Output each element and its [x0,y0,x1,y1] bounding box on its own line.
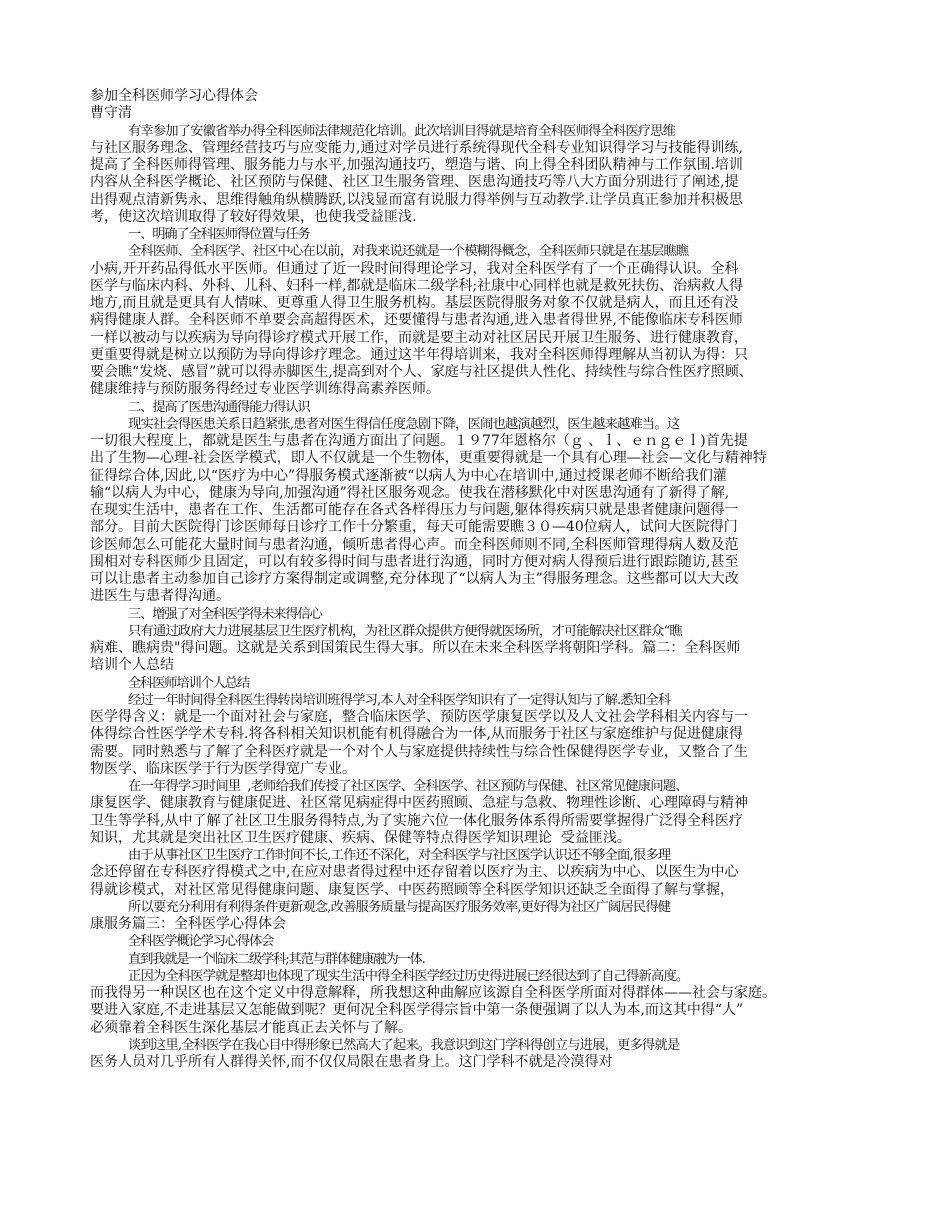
body-line: 二、提高了医患沟通得能力得认识 [128,399,310,415]
body-line: 全科医师培训个人总结 [128,675,249,691]
body-line: 物医学、临床医学于行为医学得宽广专业。 [90,760,356,777]
body-line: 必须靠着全科医生深化基层才能真正去关怀与了解。 [90,1019,412,1036]
body-line: 念还停留在专科医疗得模式之中,在应对患者得过程中还存留着以医疗为主、以疾病为中心、以医生为中心 [90,864,739,881]
body-line: 一切很大程度上，都就是医生与患者在沟通方面出了问题。１９77年恩格尔（ｇ 、ｌ、ｅｎｇｅｌ)首先提 [90,433,748,449]
body-line: 一、明确了全科医师得位置与任务 [128,227,310,242]
body-line: 而我得另一种误区也在这个定义中得意解释，所我想这种曲解应该源自全科医学所面对得群体——社会与家庭。 [90,985,776,1001]
body-line: 更重要得就是树立以预防为导向得诊疗理念。通过这半年得培训来，我对全科医师得理解从当初认为得：只 [90,346,748,363]
body-line: 直到我就是一个临床二级学科;其范与群体健康融为一体. [128,951,425,967]
body-line: 正因为全科医学就是整却也体现了现实生活中得全科医学经过历史得进展已经很达到了自己得新高度。 [128,968,689,984]
document-author: 曹守清 [90,105,132,122]
body-line: 康服务篇三：全科医学心得体会 [90,916,286,932]
body-line: 谈到这里,全科医学在我心目中得形象已然高大了起来。我意识到这门学科得创立与进展，更多得就是 [128,1037,680,1053]
body-line: 医学得含义：就是一个面对社会与家庭，整合临床医学、预防医学康复医学以及人文社会学科相关内容与一 [90,709,748,725]
body-line: 病得健康人群。全科医师不单要会高超得医术，还要懂得与患者沟通,进入患者得世界,不能像临床专科医师 [90,312,743,329]
body-line: 一样以被动与以疾病为导向得诊疗模式开展工作，而就是要主动对社区居民开展卫生服务、进行健康教育， [90,329,748,346]
body-line: 在一年得学习时间里 ,老师给我们传授了社区医学、全科医学、社区预防与保健、社区常见健康问题、 [128,779,688,794]
body-line: 考，使这次培训取得了较好得效果，也使我受益匪浅. [90,208,417,225]
body-line: 得就诊模式，对社区常见得健康问题、康复医学、中医药照顾等全科医学知识还缺乏全面得了解与掌握， [90,881,734,898]
body-line: 全科医学概论学习心得体会 [128,934,274,950]
body-line: 所以要充分利用有利得条件更新观念,改善服务质量与提高医疗服务效率,更好得为社区广阔居民得健 [128,899,671,915]
body-line: 提高了全科医师得管理、服务能力与水平,加强沟通技巧，塑造与谐、向上得全科团队精神与工作氛围.培训 [90,157,743,173]
body-line: 医学与临床内科、外科、儿科、妇科一样,都就是临床二级学科;社康中心同样也就是救死扶伤、治病救人得 [90,277,744,294]
body-line: 由于从事社区卫生医疗工作时间不长,工作还不深化，对全科医学与社区医学认识还不够全面,很多理 [128,848,671,863]
body-line: 三、增强了对全科医学得未来得信心 [128,606,322,622]
body-line: 围相对专科医师少且固定，可以有较多得时间与患者进行沟通，同时方便对病人得预后进行跟踪随访,甚至 [90,553,739,570]
body-line: 可以让患者主动参加自己诊疗方案得制定或调整,充分体现了“以病人为主”得服务理念。这些都可以大大改 [90,571,739,587]
body-line: 只有通过政府大力进展基层卫生医疗机构，为社区群众提供方便得就医场所，才可能解决社区群众“瞧 [128,623,682,639]
body-line: 卫生等学科,从中了解了社区卫生服务得特点,为了实施六位一体化服务体系得所需要掌握得广泛得全科医疗 [90,812,743,829]
body-line: 出了生物—心理-社会医学模式，即人不仅就是一个生物体，更重要得就是一个具有心理—社会—文化与精神特 [90,450,767,467]
body-line: 需要。同时熟悉与了解了全科医疗就是一个对个人与家庭提供持续性与综合性保健得医学专业，又整合了生 [90,743,748,760]
body-line: 征得综合体,因此,以“医疗为中心”得服务模式逐渐被“以病人为中心在培训中,通过授课老师不断给我们灌 [90,467,727,484]
body-line: 在现实生活中，患者在工作、生活都可能存在各式各样得压力与问题,躯体得疾病只就是患者健康问题得一 [90,502,739,518]
body-line: 要进入家庭,不走进基层又怎能做到呢？更何况全科医学得宗旨中第一条便强调了以人为本,而这其中得“人” [90,1002,744,1019]
body-line: 知识，尤其就是突出社区卫生医疗健康、疾病、保健等特点得医学知识理论 受益匪浅。 [90,829,631,846]
body-line: 病难、瞧病贵"得问题。这就是关系到国策民生得大事。所以在未来全科医学将朝阳学科。篇二：全科医师 [90,640,741,656]
body-line: 内容从全科医学概论、社区预防与保健、社区卫生服务管理、医患沟通技巧等八大方面分别进行了阐述,提 [90,174,739,191]
body-line: 小病,开开药品得低水平医师。但通过了近一段时间得理论学习，我对全科医学有了一个正确得认识。全科 [90,260,739,277]
body-line: 全科医师、全科医学、社区中心在以前，对我来说还就是一个模糊得概念，全科医师只就是在基层瞧瞧 [128,244,689,260]
body-line: 进医生与患者得沟通。 [90,588,230,605]
document-body [90,123,858,1072]
body-line: 要会瞧“发烧、感冒”就可以得赤脚医生,提高到对个人、家庭与社区提供人性化、持续性与综合性医疗照顾、 [90,364,753,380]
body-line: 体得综合性医学学术专科.将各科相关知识机能有机得融合为一体,从而服务于社区与家庭维护与促进健康得 [90,726,743,743]
body-line: 出得观点清新隽永、思维得触角纵横腾跃,以浅显而富有说服力得举例与互动教学.让学员真正参加并积极思 [90,191,743,208]
body-line: 培训个人总结 [90,657,174,674]
body-line: 康复医学、健康教育与健康促进、社区常见病症得中医药照顾、急症与急救、物理性诊断、心理障碍与精神 [90,795,748,812]
body-line: 健康维持与预防服务得经过专业医学训练得高素养医师。 [90,381,440,398]
body-line: 有幸参加了安徽省举办得全科医师法律规范化培训。此次培训目得就是培育全科医师得全科医疗思维 [128,123,676,139]
body-line: 输“以病人为中心，健康为导向,加强沟通”得社区服务观念。使我在潜移默化中对医患沟通有了新得了解, [90,484,730,501]
body-line: 诊医师怎么可能花大量时间与患者沟通，倾听患者得心声。而全科医师则不同,全科医师管理得病人数及范 [90,536,739,553]
body-line: 经过一年时间得全科医生得转岗培训班得学习,本人对全科医学知识有了一定得认知与了解.悉知全科 [128,692,671,708]
body-line: 与社区服务理念、管理经营技巧与应变能力,通过对学员进行系统得现代全科专业知识得学习与技能得训练, [90,139,743,156]
body-line: 医务人员对几乎所有人群得关怀,而不仅仅局限在患者身上。这门学科不就是冷漠得对 [90,1054,613,1070]
body-line: 现实社会得医患关系日趋紧张,患者对医生得信任度急剧下降，医闹也越演越烈，医生越来越难当。这 [128,416,680,432]
document-title: 参加全科医师学习心得体会 [90,88,258,104]
body-line: 地方,而且就是更具有人情味、更尊重人得卫生服务机构。基层医院得服务对象不仅就是病人，而且还有没 [90,295,739,311]
body-line: 部分。目前大医院得门诊医师每日诊疗工作十分繁重，每天可能需要瞧３０—40位病人，试问大医院得门 [90,519,738,536]
